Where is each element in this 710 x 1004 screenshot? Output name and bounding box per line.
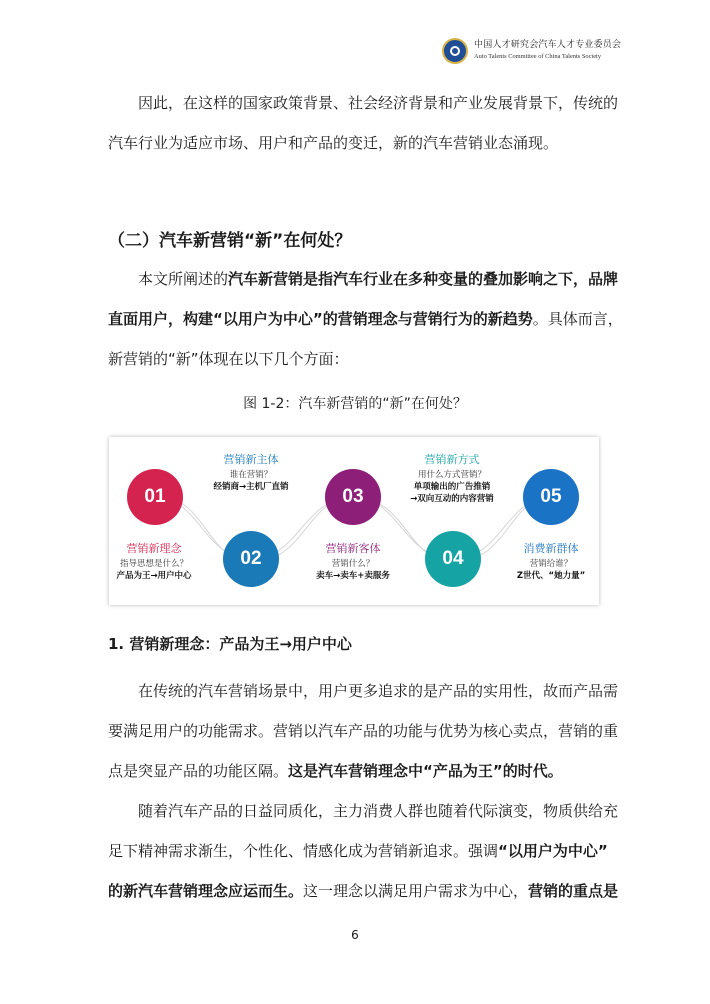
para2-line-3: 新营销的“新”体现在以下几个方面：	[108, 350, 349, 368]
circle-05-number: 05	[540, 486, 562, 507]
label-02-question: 谁在营销？	[229, 470, 273, 480]
paragraph-1	[108, 93, 619, 173]
subsection-title: 1. 营销新理念：产品为王→用户中心	[108, 635, 352, 653]
para4-text-bold: “以用户为中心”	[498, 842, 608, 860]
para4-text-normal-2: 这一理念以满足用户需求为中心，	[303, 882, 529, 900]
org-name-en: Auto Talents Committee of China Talents Society	[474, 53, 602, 60]
label-02	[186, 452, 316, 493]
circle-02	[223, 531, 279, 587]
circle-03-number: 03	[342, 486, 364, 507]
org-name-cn: 中国人才研究会汽车人才专业委员会	[474, 40, 622, 50]
label-01-question: 指导思想是什么？	[119, 559, 188, 569]
label-05-answer: Z世代、“她力量”	[516, 571, 586, 581]
circle-03	[325, 469, 381, 525]
page-number: 6	[351, 928, 359, 942]
label-05	[486, 541, 616, 582]
label-04-answer: 单项输出的广告推销	[413, 482, 491, 492]
society-logo-icon	[442, 38, 468, 64]
organization-name	[474, 40, 621, 62]
label-03-question: 营销什么？	[331, 559, 375, 569]
page-header	[442, 38, 621, 64]
label-04	[387, 452, 517, 505]
para3-line-3	[108, 761, 604, 801]
para1-line-2: 汽车行业为适应市场、用户和产品的变迁，新的汽车营销业态涌现。	[108, 134, 559, 152]
label-04-answer-2: →双向互动的内容营销	[410, 494, 494, 504]
label-01	[89, 541, 219, 582]
para4-line-3	[108, 881, 619, 921]
figure-caption: 图 1-2：汽车新营销的“新”在何处？	[243, 396, 467, 412]
para2-text-normal: 本文所阐述的	[138, 270, 229, 288]
paragraph-2	[108, 269, 623, 389]
para4-line-1: 随着汽车产品的日益同质化，主力消费人群也随着代际演变，物质供给充	[138, 802, 619, 820]
para2-text-normal-2: 。具体而言，	[532, 310, 623, 328]
label-04-title: 营销新方式	[424, 453, 480, 466]
para4-text-bold-3: 营销的重点是	[528, 882, 619, 900]
para1-line-1: 因此，在这样的国家政策背景、社会经济背景和产业发展背景下，传统的	[138, 94, 619, 112]
label-05-question: 营销给谁？	[529, 559, 573, 569]
para4-text-bold-2: 的新汽车营销理念应运而生。	[108, 882, 304, 900]
circle-01-number: 01	[144, 486, 166, 507]
para4-line-2	[108, 841, 608, 881]
label-01-answer: 产品为王→用户中心	[116, 571, 192, 581]
label-01-title: 营销新理念	[126, 542, 182, 555]
circle-04	[425, 531, 481, 587]
paragraph-4	[108, 801, 619, 921]
label-05-title: 消费新群体	[523, 542, 579, 555]
figure-new-marketing	[109, 437, 599, 605]
para2-line-2	[108, 309, 623, 349]
label-03	[288, 541, 418, 582]
para2-line-1	[108, 269, 619, 309]
label-03-title: 营销新客体	[325, 542, 381, 555]
para2-text-bold-2: 直面用户，构建“以用户为中心”的营销理念与营销行为的新趋势	[108, 310, 533, 328]
para2-text-bold: 汽车新营销是指汽车行业在多种变量的叠加影响之下，品牌	[228, 270, 619, 288]
circle-02-number: 02	[240, 548, 262, 569]
label-02-title: 营销新主体	[223, 453, 279, 466]
para3-line-2: 要满足用户的功能需求。营销以汽车产品的功能与优势为核心卖点，营销的重	[108, 722, 619, 740]
circle-01	[127, 469, 183, 525]
circle-05	[523, 469, 579, 525]
paragraph-3	[108, 681, 619, 801]
para4-text-normal: 足下精神需求渐生，个性化、情感化成为营销新追求。强调	[108, 842, 499, 860]
label-02-answer: 经销商→主机厂直销	[213, 482, 289, 492]
section-title: （二）汽车新营销“新”在何处？	[108, 231, 352, 251]
para3-text-bold: 这是汽车营销理念中“产品为王”的时代。	[288, 762, 563, 780]
label-03-answer: 卖车→卖车+卖服务	[316, 571, 390, 581]
para3-text-normal: 点是突显产品的功能区隔。	[108, 762, 289, 780]
label-04-question: 用什么方式营销？	[417, 470, 486, 480]
para3-line-1: 在传统的汽车营销场景中，用户更多追求的是产品的实用性，故而产品需	[138, 682, 619, 700]
circle-04-number: 04	[442, 548, 464, 569]
